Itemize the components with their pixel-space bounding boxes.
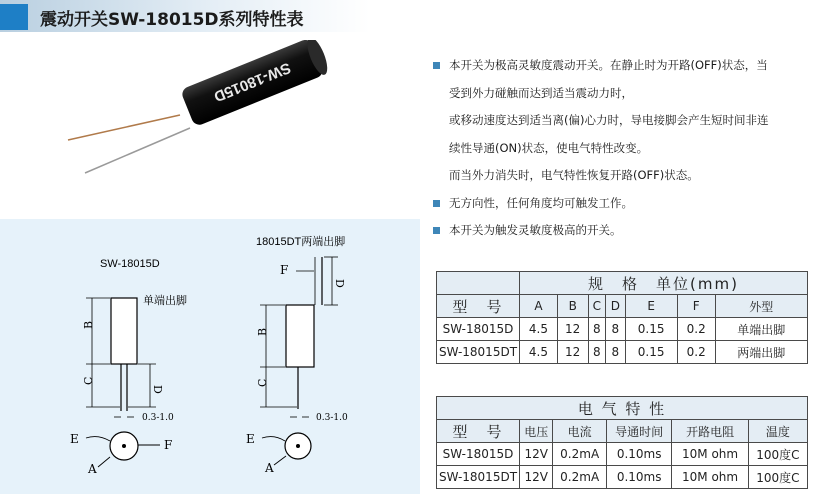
description-line: 无方向性，任何角度均可触发工作。 [433,190,809,218]
electrical-spec-table [436,396,808,489]
dim-table-title: 规 格 单位(mm) [520,272,808,295]
dim-col-model: 型 号 [437,295,520,318]
description-line: 本开关为极高灵敏度震动开关。在静止时为开路(OFF)状态，当 [433,52,809,80]
dim-d-label: D [151,385,164,394]
table-row: SW-18015D 12V 0.2mA 0.10ms 10M ohm 100度C [437,443,808,466]
dim-col-d: D [606,295,625,318]
right-model-label: 18015DT两端出脚 [256,236,346,248]
right-switch-body [286,305,314,367]
left-lead-gap-label: 0.3-1.0 [142,413,174,423]
description-line: 续性导通(ON)状态，使电气特性改变。 [449,140,649,155]
right-lead-gap-label: 0.3-1.0 [316,413,348,423]
bullet-square-icon [433,227,440,234]
description-line: 而当外力消失时，电气特性恢复开路(OFF)状态。 [449,168,699,182]
elec-col-current: 电流 [553,420,606,443]
right-dim-f-label: F [280,263,289,277]
description-list [433,52,809,245]
switch-label: SW-18015D [211,58,294,105]
dim-col-c: C [588,295,606,318]
elec-table-title: 电 气 特 性 [437,397,808,420]
description-line: 或移动速度达到适当离(偏)心力时，导电接脚会产生短时间非连 [449,113,769,127]
dim-b-label: B [82,320,95,329]
elec-col-voltage: 电压 [520,420,553,443]
dim-col-shape: 外型 [715,295,807,318]
elec-col-conduction-time: 导通时间 [606,420,672,443]
dim-col-e: E [625,295,677,318]
page-title: 震动开关SW-18015D系列特性表 [40,10,304,30]
dim-c-label: C [82,376,95,385]
switch-body [180,40,330,127]
product-photo [60,40,330,180]
dimension-spec-table [436,271,808,364]
dim-col-b: B [557,295,588,318]
elec-col-temperature: 温度 [748,420,807,443]
arrow-e-label: E [70,432,79,446]
left-model-label: SW-18015D [100,258,160,270]
dim-col-a: A [520,295,558,318]
right-dim-d-label: D [333,279,346,288]
table-row: SW-18015D 4.5 12 8 8 0.15 0.2 单端出脚 [437,318,808,341]
elec-col-model: 型 号 [437,420,520,443]
title-bar [0,0,370,32]
arrow-f-label: F [164,438,173,452]
table-row: SW-18015DT 4.5 12 8 8 0.15 0.2 两端出脚 [437,341,808,364]
table-row: SW-18015DT 12V 0.2mA 0.10ms 10M ohm 100度C [437,466,808,489]
right-dim-c-label: C [256,378,269,387]
left-switch-body [111,298,137,364]
description-line: 本开关为触发灵敏度极高的开关。 [433,217,809,245]
left-pin-label: 单端出脚 [143,294,187,307]
right-arrow-a-label: A [265,461,274,475]
description-line: 受到外力碰触而达到适当震动力时， [449,85,633,100]
title-accent-block [0,4,28,30]
lead-wire-1 [68,115,180,140]
arrow-a-label: A [88,462,97,476]
dimension-diagram-panel [0,219,420,494]
right-arrow-e-label: E [246,432,255,446]
right-dim-b-label: B [256,327,269,336]
elec-col-open-resistance: 开路电阻 [672,420,748,443]
bullet-square-icon [433,62,440,69]
dim-col-f: F [677,295,715,318]
bullet-square-icon [433,200,440,207]
lead-wire-2 [85,128,190,173]
